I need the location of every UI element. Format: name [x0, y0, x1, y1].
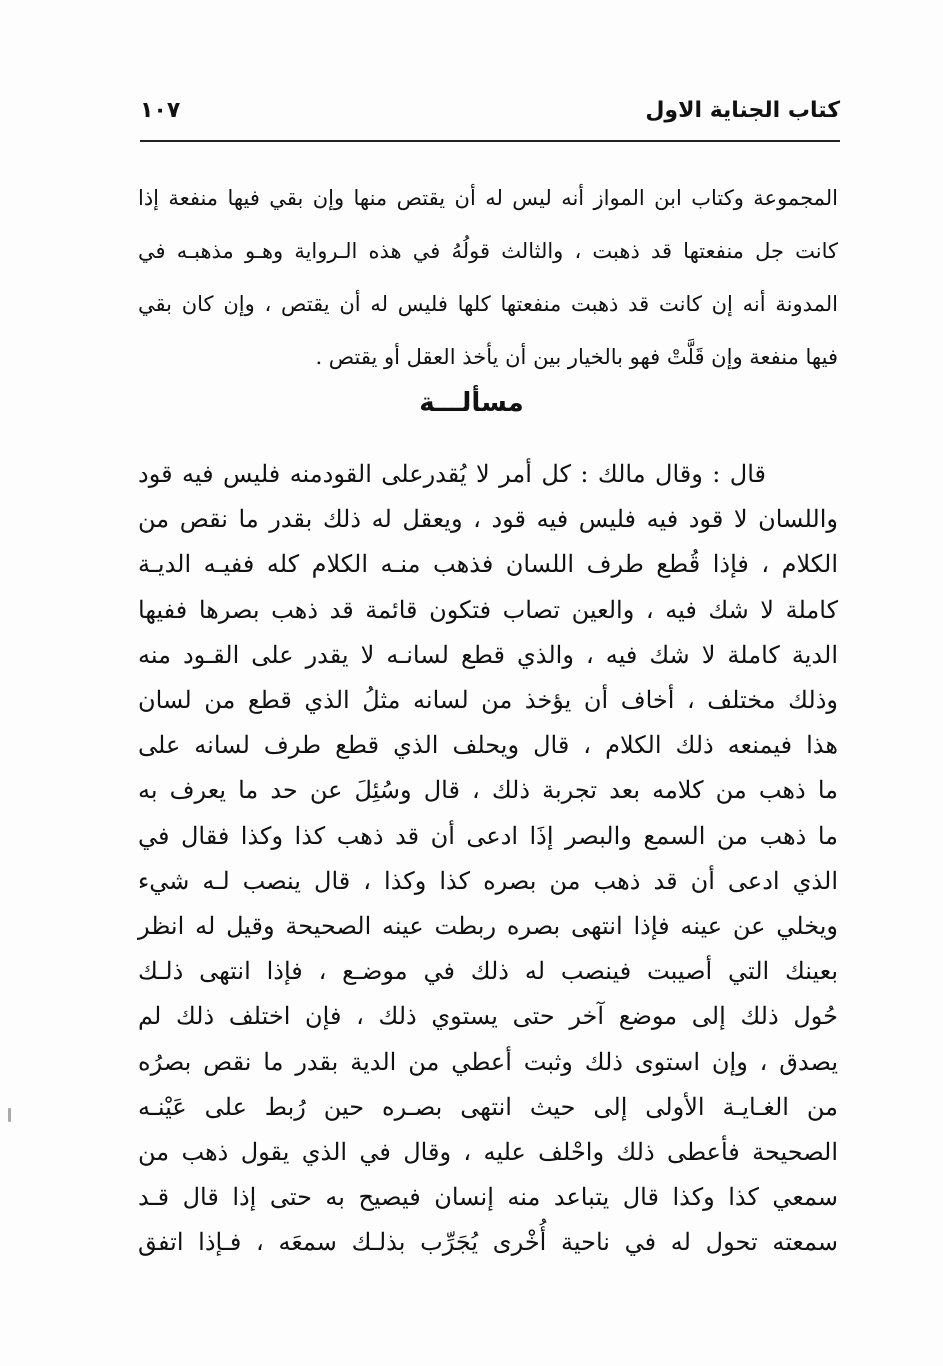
- intro-line: فيها منفعة وإن قَلَّتْ فهو بالخيار بين أن يأخذ العقل أو يقتص .: [315, 345, 838, 369]
- main-line: بعينك التي أصيبت فينصب له ذلك في موضـع ، فإذا انتهى ذلـك: [138, 957, 838, 986]
- main-line: هذا فيمنعه ذلك الكلام ، قال ويحلف الذي قطع طرف لسانه على: [138, 731, 838, 760]
- main-line: ويخلي عن عينه فإذا انتهى بصره ربطت عينه الصحيحة وقيل له انظر: [138, 912, 839, 941]
- main-line: وذلك مختلف ، أخاف أن يؤخذ من لسانه مثلُ الذي قطع من لسان: [138, 686, 838, 715]
- main-line: سمعي كذا وكذا قال يتباعد منه إنسان فيصيح به حتى إذا قال قـد: [138, 1183, 838, 1212]
- main-paragraph: [138, 452, 838, 1266]
- intro-paragraph: [138, 172, 838, 384]
- scan-edge-mark: [8, 1108, 11, 1122]
- page-number: ١٠٧: [140, 98, 181, 123]
- main-line: الصحيحة فأعطى ذلك واحْلف عليه ، وقال في الذي يقول ذهب من: [138, 1138, 838, 1167]
- main-line: ما ذهب من السمع والبصر إذَا ادعى أن قد ذهب كذا وكذا فقال في: [138, 821, 838, 850]
- main-line: الدية كاملة لا شك فيه ، والذي قطع لسانـه لا يقدر على القـود منه: [138, 640, 838, 669]
- main-line: ما ذهب من كلامه بعد تجربة ذلك ، قال وسُئِلَ عن حد ما يعرف به: [138, 776, 838, 805]
- main-line: قال : وقال مالك : كل أمر لا يُقدرعلى القودمنه فليس فيه قود: [138, 460, 766, 488]
- main-line: كاملة لا شك فيه ، والعين تصاب فتكون قائمة قد ذهب بصرها ففيها: [138, 595, 838, 624]
- running-header-title: كتاب الجناية الاول: [645, 98, 840, 123]
- main-line: حُول ذلك إلى موضع آخر حتى يستوي ذلك ، فإن اختلف ذلك لم: [138, 1002, 838, 1031]
- main-line: من الغـايـة الأولى إلى حيث انتهى بصـره حين رُبط على عَيْنـه: [138, 1092, 838, 1121]
- section-heading: مسألـــة: [419, 388, 524, 418]
- intro-line: المدونة أنه إن كانت قد ذهبت منفعتها كلها فليس له أن يقتص ، وإن كان بقي: [138, 292, 838, 316]
- main-line: الكلام ، فإذا قُطع طرف اللسان فذهب منـه الكلام كله ففيـه الديـة: [138, 550, 839, 579]
- header-rule: [140, 140, 840, 142]
- running-header: [140, 92, 840, 138]
- main-line: سمعته تحول له في ناحية أُخْرى يُجَرِّب بذلـك سمعَه ، فـإذا اتفق: [138, 1228, 838, 1257]
- main-line: واللسان لا قود فيه فليس فيه قود ، ويعقل له ذلك بقدر ما نقص من: [138, 505, 838, 534]
- main-line: الذي ادعى أن قد ذهب من بصره كذا وكذا ، قال ينصب لـه شيء: [138, 866, 838, 895]
- intro-line: كانت جل منفعتها قد ذهبت ، والثالث قولُهُ في هذه الـرواية وهـو مذهبـه في: [138, 239, 838, 263]
- intro-line: المجموعة وكتاب ابن المواز أنه ليس له أن يقتص منها وإن بقي فيها منفعة إذا: [138, 186, 838, 210]
- main-line: يصدق ، وإن استوى ذلك وثبت أعطي من الدية بقدر ما نقص بصرُه: [138, 1047, 838, 1076]
